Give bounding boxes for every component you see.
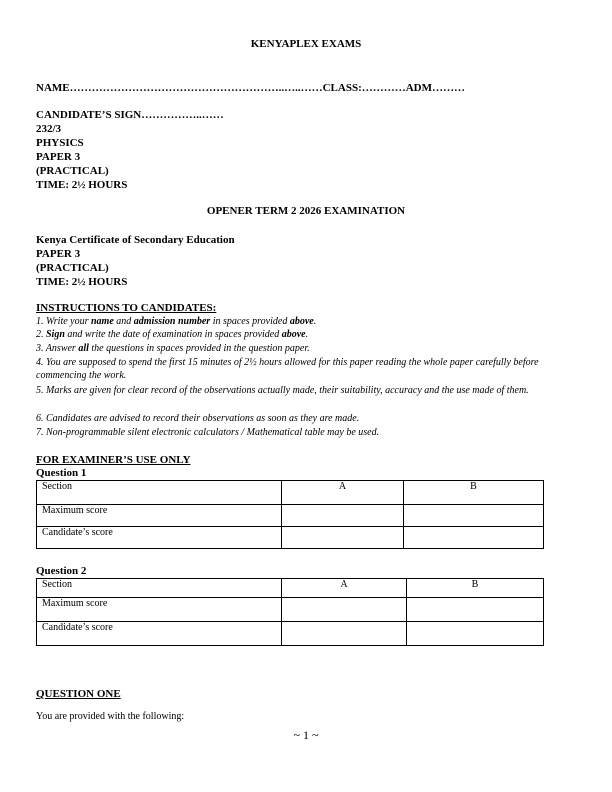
instruction-4: 4. You are supposed to spend the first 15 minutes of 2½ hours allowed for this paper reading the whole paper carefully before commencing the work. bbox=[36, 357, 539, 381]
max-score-label: Maximum score bbox=[37, 598, 282, 622]
instruction-2-bold-sign: Sign bbox=[46, 329, 65, 340]
score-table-q1 bbox=[36, 480, 544, 549]
candidate-score-b bbox=[404, 527, 544, 549]
kcse-title: Kenya Certificate of Secondary Education bbox=[36, 234, 235, 246]
max-score-a bbox=[282, 505, 404, 527]
section-header: Section bbox=[37, 481, 282, 505]
paper-number: PAPER 3 bbox=[36, 151, 81, 163]
kcse-type: (PRACTICAL) bbox=[36, 262, 109, 274]
time-allowed: TIME: 2½ HOURS bbox=[36, 179, 128, 191]
candidate-score-a bbox=[282, 527, 404, 549]
examiner-heading: FOR EXAMINER’S USE ONLY bbox=[36, 454, 191, 466]
table-row bbox=[37, 598, 544, 622]
paper-type: (PRACTICAL) bbox=[36, 165, 109, 177]
subject: PHYSICS bbox=[36, 137, 84, 149]
table-row bbox=[37, 579, 544, 598]
section-a-header: A bbox=[282, 481, 404, 505]
instruction-1-text-2: and bbox=[113, 316, 134, 327]
instruction-1-text: 1. Write your bbox=[36, 316, 91, 327]
max-score-b bbox=[404, 505, 544, 527]
question-1-label: Question 1 bbox=[36, 467, 87, 479]
kcse-time: TIME: 2½ HOURS bbox=[36, 276, 128, 288]
instruction-2-text: 2. bbox=[36, 329, 46, 340]
candidate-score-label: Candidate’s score bbox=[37, 527, 282, 549]
page-number: ~ 1 ~ bbox=[293, 728, 319, 742]
candidate-sign-line: CANDIDATE’S SIGN……………..…… bbox=[36, 109, 224, 121]
instruction-3-text: 3. Answer bbox=[36, 343, 79, 354]
instruction-2 bbox=[36, 328, 576, 341]
max-score-b bbox=[407, 598, 544, 622]
paper-code: 232/3 bbox=[36, 123, 62, 135]
kcse-info-block bbox=[36, 233, 235, 289]
instruction-2-end: . bbox=[305, 329, 309, 340]
instruction-1 bbox=[36, 315, 576, 328]
instruction-3-bold-all: all bbox=[78, 343, 89, 354]
instructions-heading: INSTRUCTIONS TO CANDIDATES: bbox=[36, 302, 217, 314]
table-row bbox=[37, 622, 544, 646]
instruction-1-bold-above: above bbox=[289, 316, 314, 327]
name-class-adm-line: NAME…………………………………………………..…..……CLASS:…………ADM……… bbox=[36, 82, 465, 94]
instruction-1-bold-adm: admission number bbox=[133, 316, 211, 327]
section-a-header: A bbox=[282, 579, 407, 598]
section-header: Section bbox=[37, 579, 282, 598]
candidate-score-a bbox=[282, 622, 407, 646]
candidate-score-label: Candidate’s score bbox=[37, 622, 282, 646]
instruction-3-end: the questions in spaces provided in the question paper. bbox=[88, 343, 310, 354]
page-title: KENYAPLEX EXAMS bbox=[250, 38, 362, 50]
instruction-1-text-3: in spaces provided bbox=[210, 316, 290, 327]
question-2-label: Question 2 bbox=[36, 565, 87, 577]
table-row bbox=[37, 481, 544, 505]
instruction-1-bold-name: name bbox=[91, 316, 114, 327]
kcse-paper: PAPER 3 bbox=[36, 248, 81, 260]
paper-info-block bbox=[36, 122, 127, 192]
candidate-score-b bbox=[407, 622, 544, 646]
instruction-5: 5. Marks are given for clear record of the observations actually made, their suitability, accuracy and the use made of them. bbox=[36, 385, 529, 396]
instruction-6: 6. Candidates are advised to record their observations as soon as they are made. bbox=[36, 413, 360, 424]
max-score-a bbox=[282, 598, 407, 622]
table-row bbox=[37, 505, 544, 527]
instruction-2-bold-above: above bbox=[281, 329, 306, 340]
score-table-q2 bbox=[36, 578, 544, 646]
question-one-intro: You are provided with the following: bbox=[36, 711, 185, 722]
instruction-7: 7. Non-programmable silent electronic calculators / Mathematical table may be used. bbox=[36, 427, 380, 438]
instruction-1-end: . bbox=[313, 316, 317, 327]
max-score-label: Maximum score bbox=[37, 505, 282, 527]
question-one-heading: QUESTION ONE bbox=[36, 688, 121, 700]
section-b-header: B bbox=[404, 481, 544, 505]
instruction-3 bbox=[36, 342, 576, 355]
exam-title: OPENER TERM 2 2026 EXAMINATION bbox=[206, 205, 406, 217]
table-row bbox=[37, 527, 544, 549]
section-b-header: B bbox=[407, 579, 544, 598]
instruction-2-text-2: and write the date of examination in spaces provided bbox=[64, 329, 282, 340]
